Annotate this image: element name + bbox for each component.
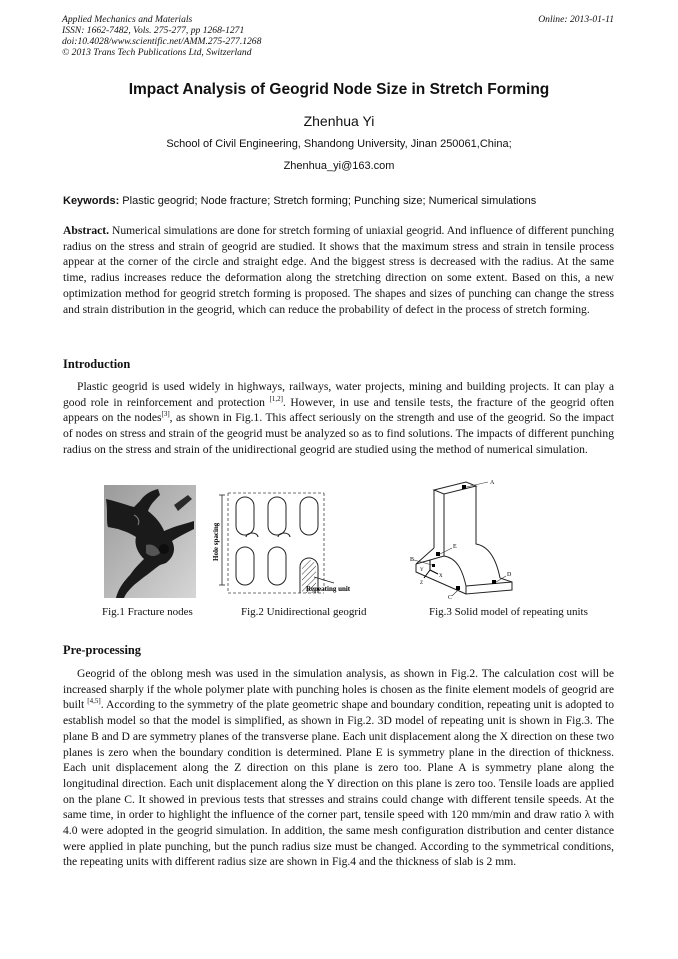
fig3-solid-model-diagram (396, 478, 526, 600)
author-email[interactable]: Zhenhua_yi@163.com (283, 160, 395, 172)
intro-text-2: . However, in use and tensile tests, the fracture of the geogrid often appears on the nodes (63, 395, 614, 425)
fig3-axis-y: Y (420, 568, 424, 573)
issn-line: ISSN: 1662-7482, Vols. 275-277, pp 1268-1271 (62, 25, 245, 36)
preprocessing-text-2: . According to the symmetry of the plate geometric shape and boundary condition, repeating unit is adopted to establish model so that the model is simplified, as shown in Fig.2. 3D model of repeating unit is shown in Fig.3. The plane B and D are symmetry planes of the transverse plane. Each unit displacement along the X direction on these two planes is zero when the boundary condition is determined. Plane E is symmetry plane in the direction of thickness. Each unit displacement along the Z direction on this plane is zero too. Plane A is symmetry plane along the longitudinal direction. Each unit displacement along the Y direction on this plane is zero too. Tensile loads are applied on the plane C. It showed in previous tests that stresses and strains could change with different tensile speeds. At the same time, in order to highlight the influence of the corner part, tensile speed with 120 mm/min and draw ratio λ with 4.0 were adopted in the geogrid simulation. In addition, the same mesh configuration distribution and center distance were applied in plate punching, but the punch radius size must be changed. According to the symmetrical conditions, the repeating units with different radius size are shown in Fig.4 and the thickness of slab is 2 mm. (63, 698, 614, 869)
doi-line: doi:10.4028/www.scientific.net/AMM.275-277.1268 (62, 36, 262, 47)
citation-3[interactable]: [3] (161, 410, 170, 419)
journal-name: Applied Mechanics and Materials (62, 14, 193, 25)
abstract (63, 223, 614, 317)
abstract-label: Abstract. (63, 224, 110, 237)
keywords-label: Keywords: (63, 195, 120, 207)
abstract-text: Numerical simulations are done for stretch forming of uniaxial geogrid. And influence of different punching radius on the stress and strain of geogrid are studied. It shows that the maximum stress and strain in tensile process appear at the corner of the circle and straight edge. And the biggest stress is decreased with the radius. At the same time, radius increases reduce the deformation along the stretching direction on some extent. Based on this, a new optimization method for geogrid stretch forming is proposed. The shapes and sizes of punching can change the stress and strain distribution in the geogrid, which can reduce the probability of defect in the process of stretch forming. (63, 224, 614, 316)
fig3-label-c: C (448, 595, 453, 600)
fig2-geogrid-diagram (206, 489, 356, 599)
intro-text-1: Plastic geogrid is used widely in highways, railways, water projects, mining and building projects. It can play a good role in reinforcement and protection (63, 380, 614, 409)
journal-header (62, 14, 614, 58)
fig2-hole-spacing-label: Hole spacing (212, 522, 220, 561)
keywords-text: Plastic geogrid; Node fracture; Stretch forming; Punching size; Numerical simulations (119, 195, 537, 207)
introduction-paragraph (63, 379, 614, 458)
copyright-line: © 2013 Trans Tech Publications Ltd, Switzerland (62, 47, 252, 58)
fig3-label-d: D (507, 572, 512, 578)
introduction-heading: Introduction (63, 357, 131, 371)
fig2-repeating-unit-label: Repeating unit (306, 585, 351, 593)
fig1-fracture-nodes-photo (104, 485, 196, 598)
preprocessing-heading: Pre-processing (63, 643, 142, 657)
fig3-label-e: E (453, 544, 457, 550)
author-name: Zhenhua Yi (303, 113, 375, 129)
intro-text-3: , as shown in Fig.1. This affect seriously on the strength and use of the geogrid. So the impact of nodes on stress and strain of the geogrid must be analyzed so as to find solutions. The impacts of different punching radius on the stress and strain of the unidirectional geogrid are studied using the method of numerical simulation. (63, 411, 614, 456)
fig3-label-a: A (490, 480, 495, 486)
keywords (63, 195, 623, 207)
citation-4-5[interactable]: [4,5] (87, 697, 101, 706)
citation-1-2[interactable]: [1,2] (269, 394, 283, 403)
preprocessing-paragraph (63, 666, 614, 870)
affiliation: School of Civil Engineering, Shandong University, Jinan 250061,China; (166, 138, 512, 150)
fig3-label-b: B (410, 557, 415, 563)
fig1-caption: Fig.1 Fracture nodes (102, 606, 193, 618)
preprocessing-text-1: Geogrid of the oblong mesh was used in the simulation analysis, as shown in Fig.2. The calculation cost will be increased sharply if the whole polymer plate with punching holes is chosen as the finite element models of geogrid are built (63, 667, 614, 712)
fig3-caption: Fig.3 Solid model of repeating units (429, 606, 588, 618)
fig3-axis-z: Z (420, 581, 424, 586)
fig2-caption: Fig.2 Unidirectional geogrid (241, 606, 367, 618)
online-date: Online: 2013-01-11 (538, 14, 614, 25)
paper-title: Impact Analysis of Geogrid Node Size in Stretch Forming (128, 81, 550, 98)
fig3-axis-x: X (439, 574, 443, 579)
